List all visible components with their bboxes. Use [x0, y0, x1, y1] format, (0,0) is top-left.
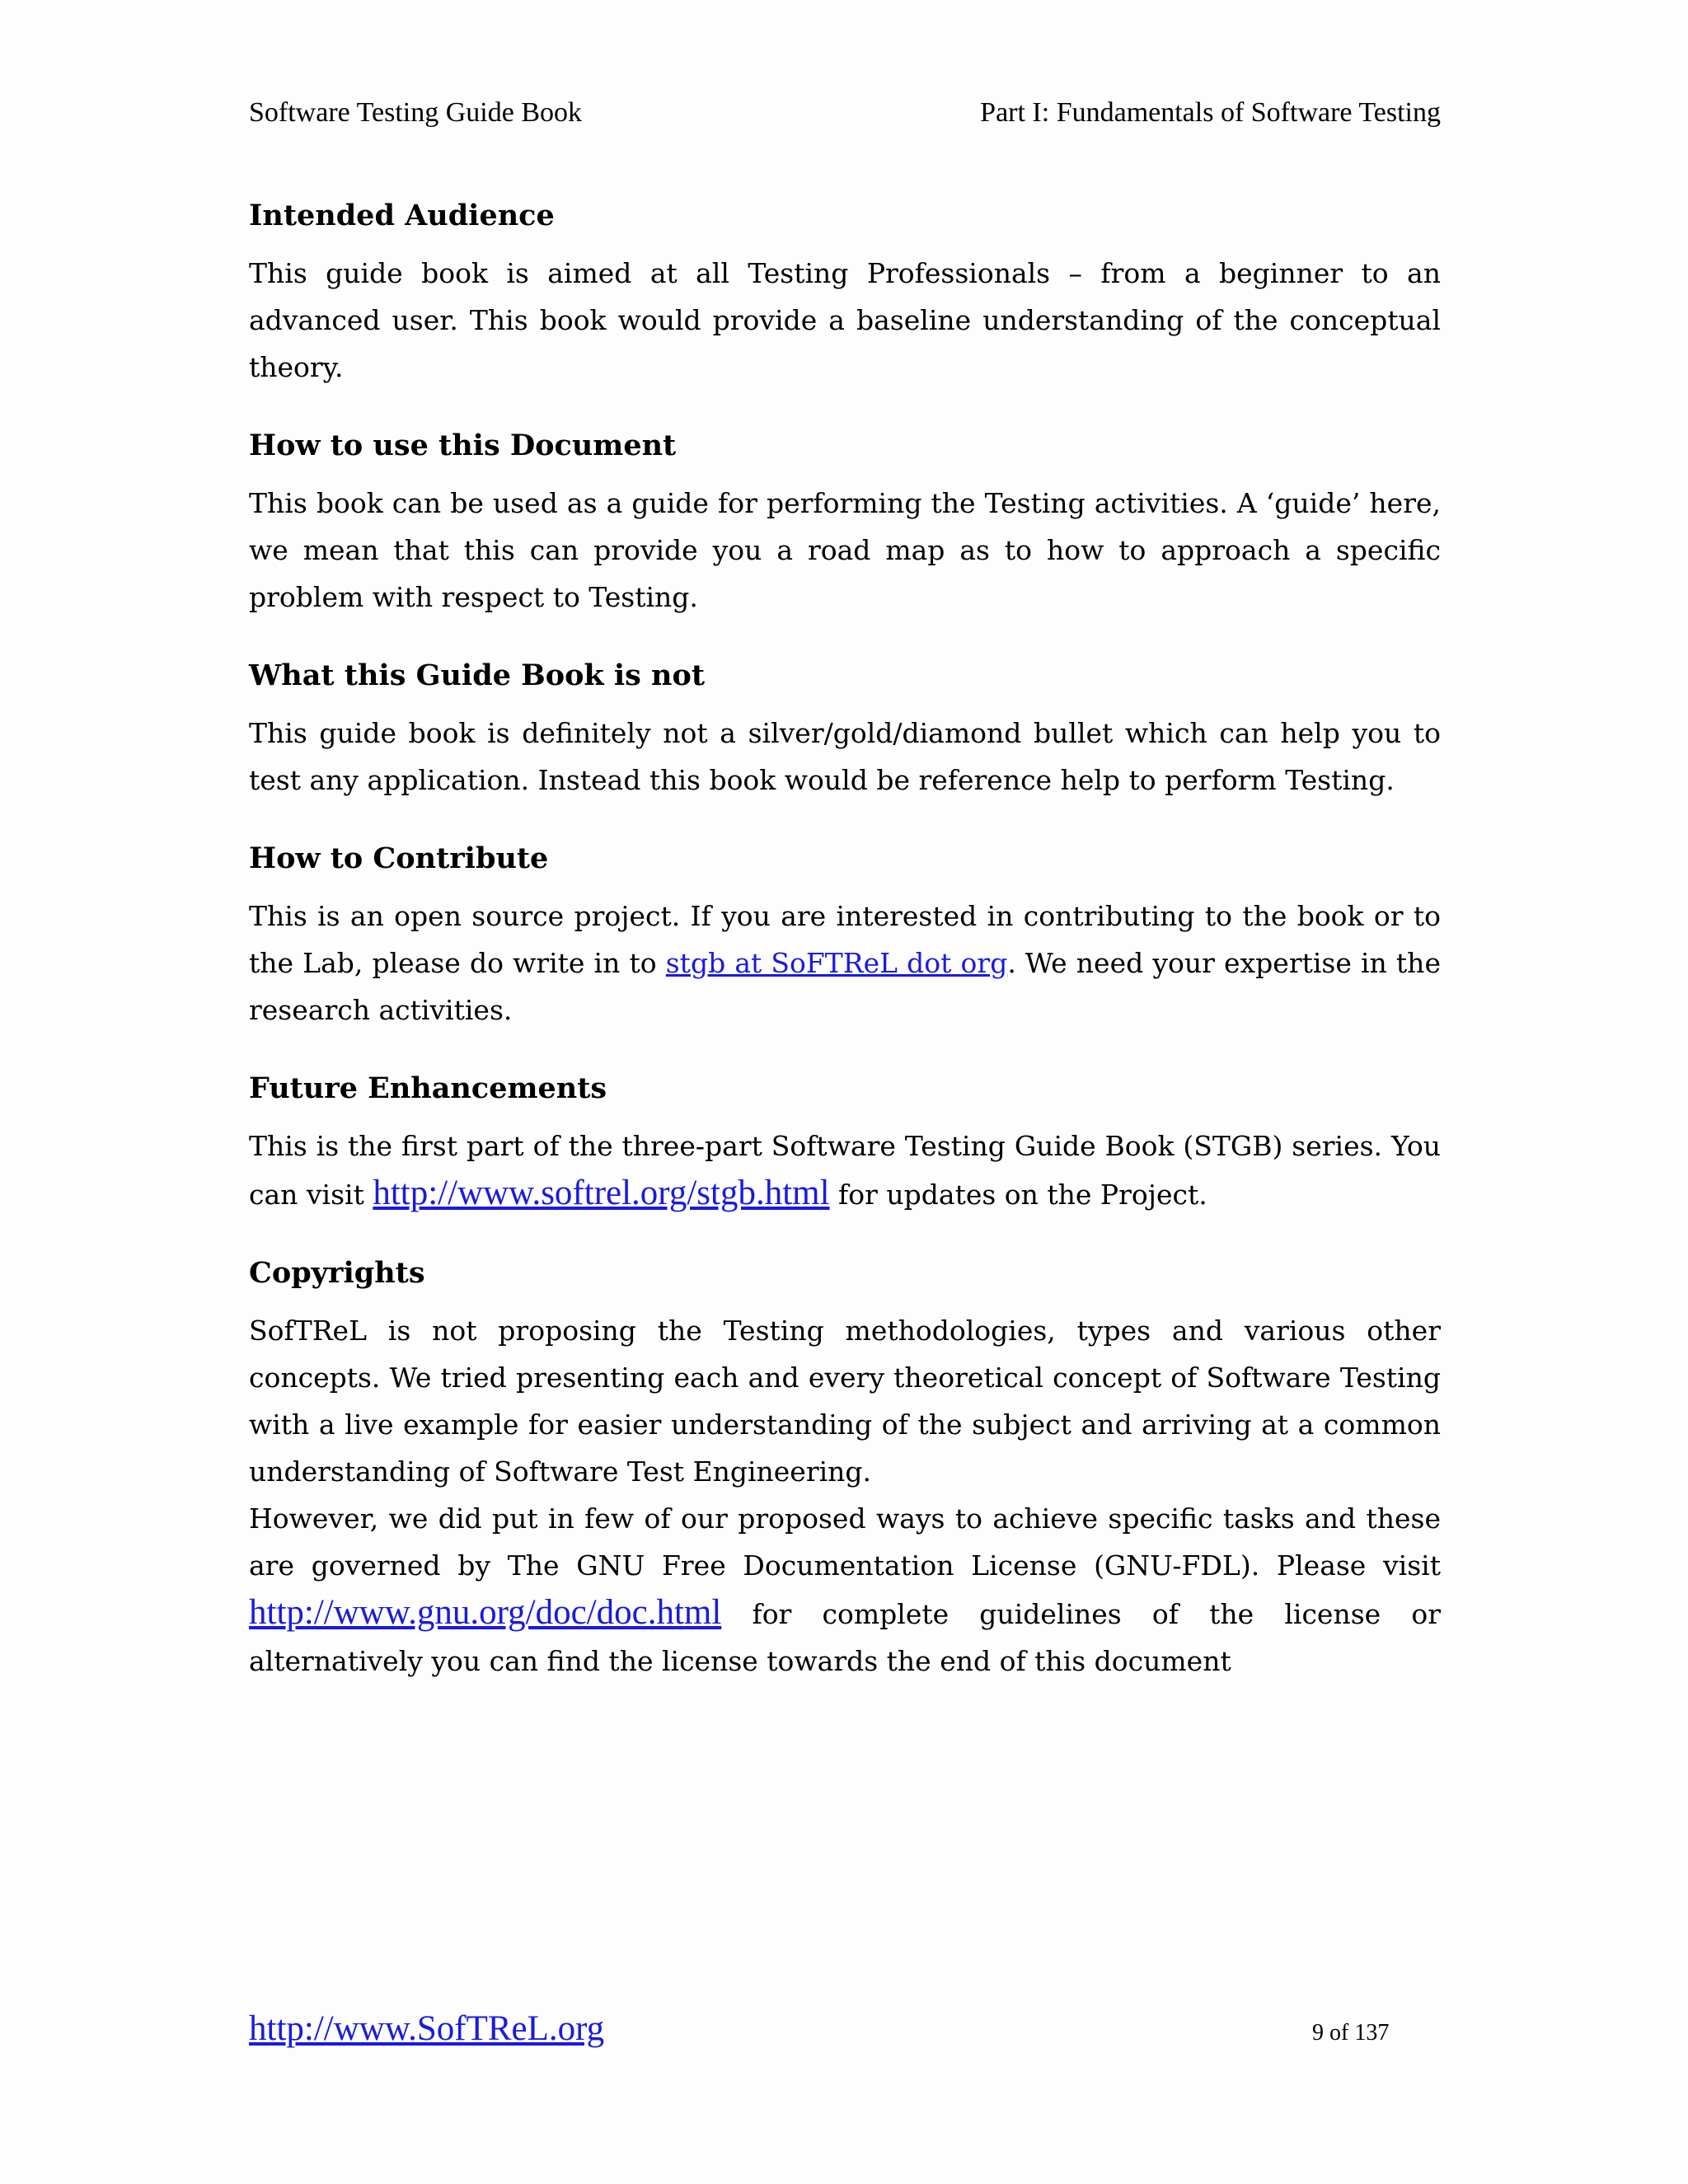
section-future-enhancements: [249, 1068, 1441, 1218]
section-heading: Intended Audience: [249, 199, 555, 232]
gnu-license-link[interactable]: http://www.gnu.org/doc/doc.html: [249, 1593, 722, 1632]
section-paragraph: This book can be used as a guide for performing the Testing activities. A ‘guide’ here, we mean that this can provide you a road map as to how to approach a specific problem with respect to Testing.: [249, 487, 1441, 613]
section-how-to-contribute: [249, 838, 1441, 1033]
paragraph-text: This is an open source project. If you are interested in contributing to the book or to the Lab, please do write in to: [249, 900, 1441, 979]
section-paragraph: [249, 893, 1441, 1033]
section-heading: Copyrights: [249, 1256, 425, 1290]
stgb-url-link[interactable]: http://www.softrel.org/stgb.html: [373, 1174, 830, 1212]
page-number: 9 of 137: [1312, 2020, 1390, 2046]
paragraph-text: for updates on the Project.: [829, 1179, 1207, 1211]
section-what-not: [249, 655, 1441, 804]
section-heading: How to Contribute: [249, 841, 549, 875]
paragraph-text: for complete guidelines of the license or alternatively you can find the license towards the end of this document: [249, 1598, 1441, 1677]
paragraph-text: This is the first part of the three-part Software Testing Guide Book (STGB) series. You can visit: [249, 1130, 1441, 1211]
section-paragraph: This guide book is aimed at all Testing Professionals – from a beginner to an advanced user. This book would provide a baseline understanding of the conceptual theory.: [249, 257, 1441, 383]
section-paragraph: [249, 1495, 1441, 1685]
paragraph-text: . We need your expertise in the research activities.: [249, 947, 1441, 1026]
page-header: [249, 95, 1441, 131]
section-copyrights: [249, 1253, 1441, 1685]
section-heading: Future Enhancements: [249, 1071, 607, 1105]
contact-email-link[interactable]: stgb at SoFTReL dot org: [665, 947, 1008, 979]
header-part-title: Part I: Fundamentals of Software Testing: [980, 97, 1441, 128]
section-paragraph: SofTReL is not proposing the Testing methodologies, types and various other concepts. We tried presenting each and every theoretical concept of Software Testing with a live example for easier understanding of the subject and arriving at a common understanding of Software Test Engineering.: [249, 1315, 1441, 1488]
section-how-to-use: [249, 425, 1441, 621]
section-intended-audience: [249, 195, 1441, 391]
section-paragraph: This guide book is definitely not a silver/gold/diamond bullet which can help you to test any application. Instead this book would be reference help to perform Testing.: [249, 717, 1441, 796]
footer-site-link[interactable]: http://www.SofTReL.org: [249, 2009, 605, 2048]
section-heading: What this Guide Book is not: [249, 658, 705, 692]
section-heading: How to use this Document: [249, 429, 677, 462]
paragraph-text: However, we did put in few of our proposed ways to achieve specific tasks and these are governed by The GNU Free Documentation License (GNU-FDL). Please visit: [249, 1502, 1441, 1582]
page-content: [249, 195, 1441, 1719]
section-paragraph: [249, 1122, 1441, 1218]
header-book-title: Software Testing Guide Book: [249, 97, 582, 128]
